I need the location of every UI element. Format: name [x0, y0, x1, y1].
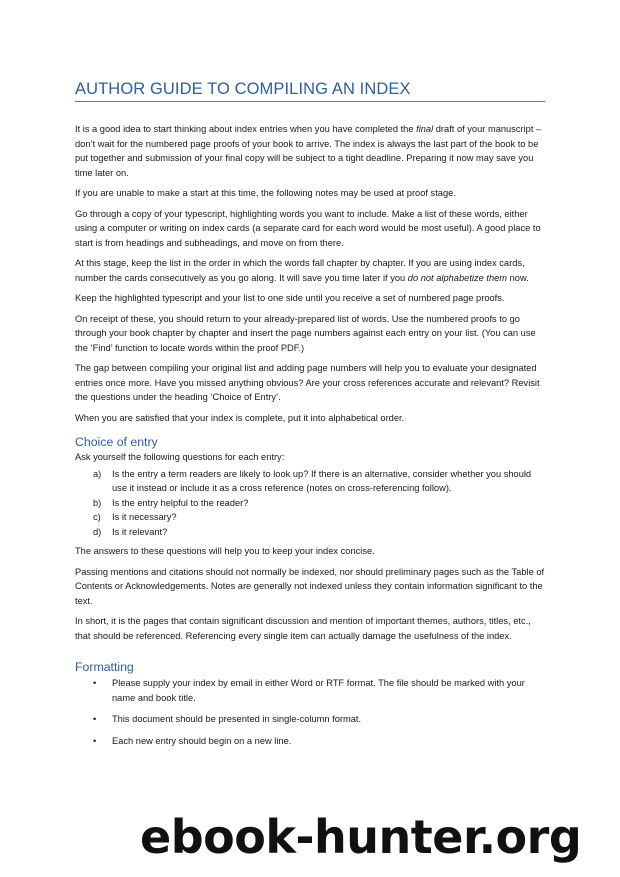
intro-paragraph-6: On receipt of these, you should return to your already-prepared list of words. Use the numbered proofs to go through your book chapter by chapter and insert the page numbers against each entry on your list. (You can use the ‘Find’ function to locate words within the proof PDF.) [75, 313, 536, 353]
choice-paragraph-1: The answers to these questions will help you to keep your index concise. [75, 546, 375, 556]
choice-lead: Ask yourself the following questions for each entry: [75, 452, 285, 462]
list-item: a) Is the entry a term readers are likely to look up? If there is an alternative, consider whether you should use it instead or include it as a cross reference (notes on cross-referencing follow). [93, 468, 532, 493]
choice-of-entry-heading: Choice of entry [75, 435, 158, 449]
choice-paragraph-3: In short, it is the pages that contain significant discussion and mention of important themes, authors, titles, etc., that should be referenced. Referencing every single item can actually damage the usefulness of the index. [75, 616, 531, 641]
bullet-icon: • [93, 714, 97, 724]
intro-paragraph-7: The gap between compiling your original list and adding page numbers will help you to evaluate your designated entries once more. Have you missed anything obvious? Are your cross references accurate and relevant? Revisit the questions under the heading ‘Choice of Entry’. [75, 363, 540, 402]
intro-paragraph-1: It is a good idea to start thinking about index entries when you have completed the final draft of your manuscript – don’t wait for the numbered page proofs of your book to arrive. The index is always the last part of the book to be put together and submission of your final copy will be subject to a tight deadline. Preparing it now may save you time later on. [75, 124, 542, 178]
list-item: c) Is it necessary? [93, 512, 177, 522]
bullet-icon: • [93, 735, 97, 746]
list-item: • This document should be presented in single-column format. [75, 712, 545, 727]
intro-paragraph-3: Go through a copy of your typescript, highlighting words you want to include. Make a list of these words, either using a computer or writing on index cards (a separate card for each word would be most useful). A good place to start is from headings and subheadings, and move on from there. [75, 208, 541, 248]
list-item: • Please supply your index by email in either Word or RTF format. The file should be marked with your name and book title. [93, 678, 525, 703]
intro-section [75, 122, 545, 425]
bullet-icon: • [93, 678, 97, 688]
choice-paragraph-2: Passing mentions and citations should not normally be indexed, nor should preliminary pages such as the Table of Contents or Acknowledgements. Notes are generally not indexed unless they contain information significant to the text. [75, 566, 545, 606]
question-list [75, 467, 545, 540]
intro-paragraph-4: At this stage, keep the list in the order in which the words fall chapter by chapter. If you are using index cards, number the cards consecutively as you go along. It will save you time later if you do not alphabetize them now. [75, 258, 529, 283]
document-page [75, 80, 545, 755]
list-item: • Each new entry should begin on a new line. [75, 734, 545, 749]
formatting-list [75, 676, 545, 748]
formatting-heading: Formatting [75, 660, 134, 674]
list-item: b) Is the entry helpful to the reader? [93, 497, 249, 508]
list-item: d) Is it relevant? [93, 526, 168, 537]
intro-paragraph-5: Keep the highlighted typescript and your list to one side until you receive a set of numbered page proofs. [75, 293, 505, 303]
page-title: AUTHOR GUIDE TO COMPILING AN INDEX [75, 80, 545, 102]
watermark-text: ebook-hunter.org [140, 810, 582, 864]
intro-paragraph-2: If you are unable to make a start at this time, the following notes may be used at proof stage. [75, 188, 456, 198]
intro-paragraph-8: When you are satisfied that your index is complete, put it into alphabetical order. [75, 412, 405, 423]
